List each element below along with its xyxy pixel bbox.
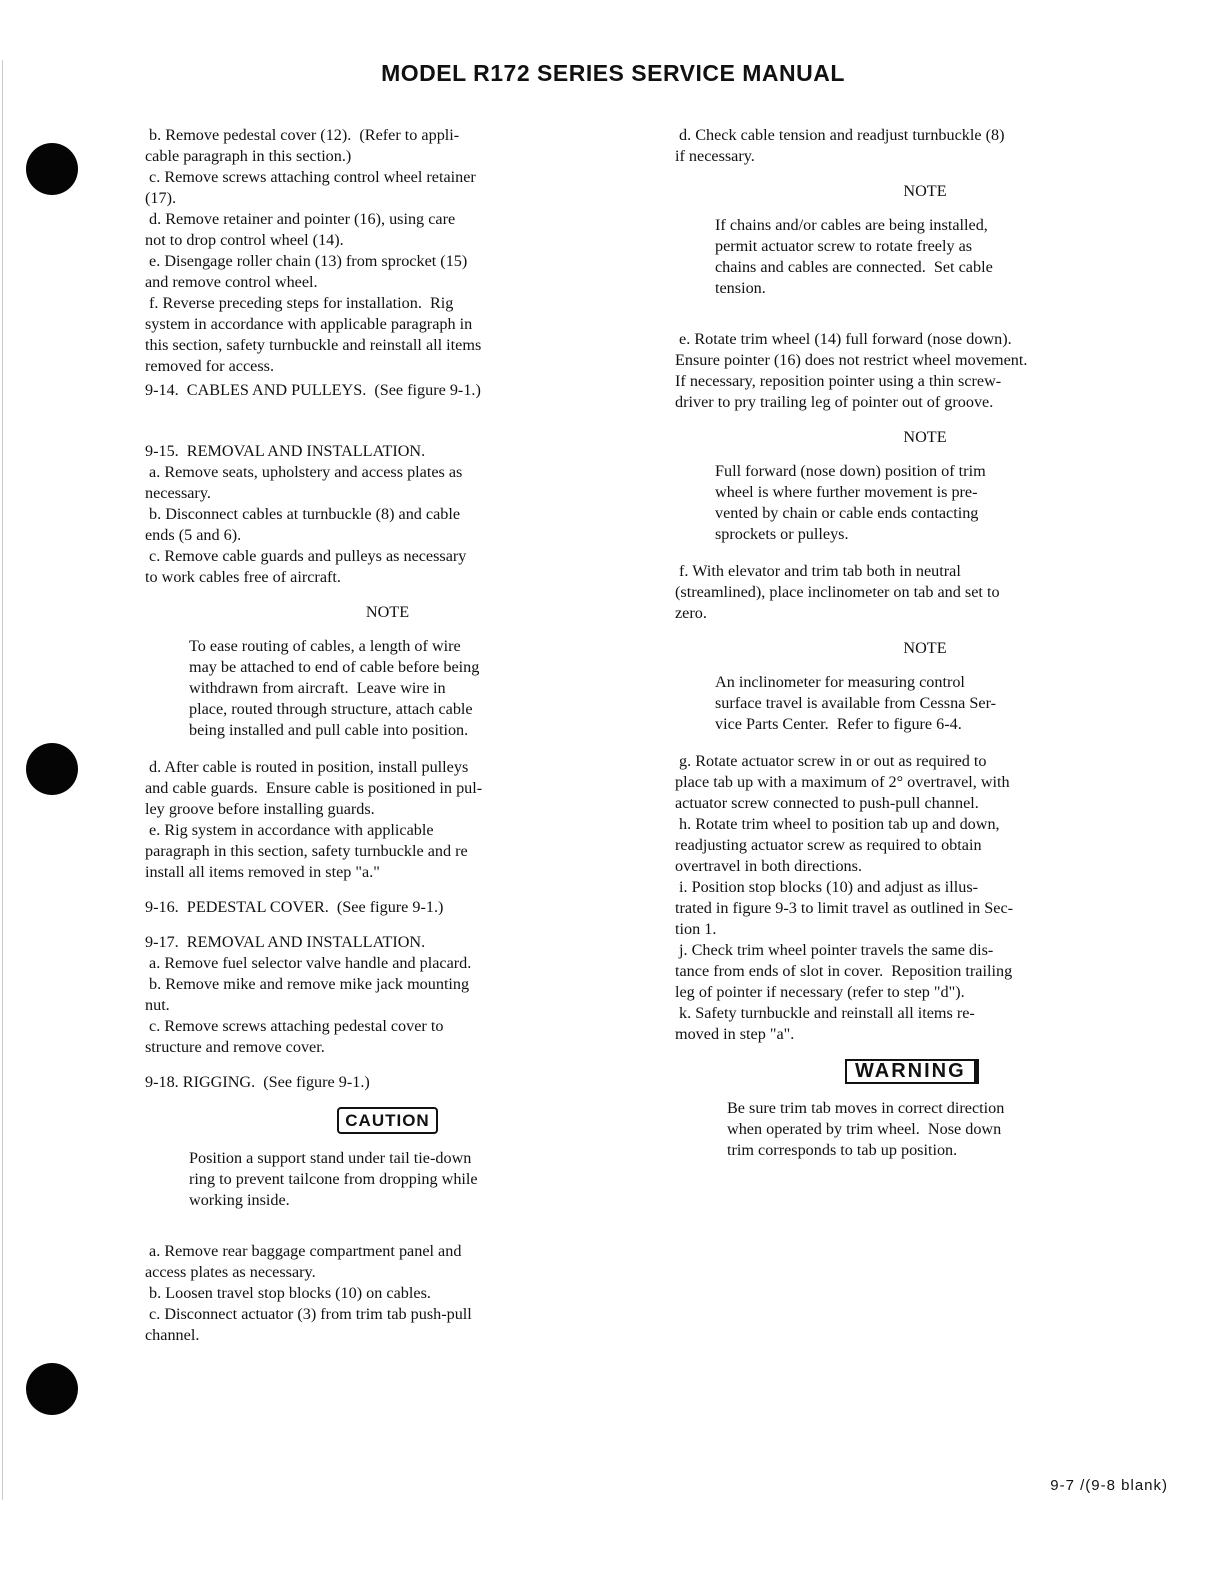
- left-block-4: [145, 932, 630, 1058]
- text-line: driver to pry trailing leg of pointer out of groove.: [675, 393, 994, 411]
- right-block-2: [675, 329, 1175, 413]
- text-line: trated in figure 9-3 to limit travel as outlined in Sec-: [675, 899, 1014, 917]
- text-line: e. Disengage roller chain (13) from sprocket (15): [145, 252, 468, 270]
- text-line: Position a support stand under tail tie-down: [189, 1149, 472, 1167]
- text-line: not to drop control wheel (14).: [145, 231, 344, 249]
- note-heading: NOTE: [365, 603, 410, 621]
- text-line: being installed and pull cable into position.: [189, 721, 469, 739]
- text-line: c. Disconnect actuator (3) from trim tab push-pull: [145, 1305, 472, 1323]
- text-line: overtravel in both directions.: [675, 857, 863, 875]
- text-line: leg of pointer if necessary (refer to step "d").: [675, 983, 965, 1001]
- text-line: install all items removed in step "a.": [145, 863, 380, 881]
- text-line: (17).: [145, 189, 177, 207]
- text-line: working inside.: [189, 1191, 290, 1209]
- text-line: actuator screw connected to push-pull channel.: [675, 794, 979, 812]
- text-line: Be sure trim tab moves in correct direction: [727, 1099, 1005, 1117]
- text-line: ends (5 and 6).: [145, 526, 242, 544]
- caution-body: [145, 1148, 630, 1211]
- caution-label: CAUTION: [337, 1107, 437, 1134]
- text-line: this section, safety turnbuckle and reinstall all items: [145, 336, 482, 354]
- text-line: b. Remove pedestal cover (12). (Refer to appli-: [145, 126, 460, 144]
- text-line: structure and remove cover.: [145, 1038, 325, 1056]
- text-line: To ease routing of cables, a length of wire: [189, 637, 461, 655]
- text-line: a. Remove rear baggage compartment panel and: [145, 1242, 462, 1260]
- text-line: removed for access.: [145, 357, 274, 375]
- text-line: If chains and/or cables are being installed,: [715, 216, 988, 234]
- text-line: d. After cable is routed in position, install pulleys: [145, 758, 469, 776]
- text-line: c. Remove screws attaching pedestal cover to: [145, 1017, 444, 1035]
- text-line: and remove control wheel.: [145, 273, 318, 291]
- left-block-1: [145, 125, 630, 377]
- text-line: (streamlined), place inclinometer on tab and set to: [675, 583, 1000, 601]
- text-line: channel.: [145, 1326, 200, 1344]
- left-column: [145, 125, 630, 1346]
- text-line: e. Rotate trim wheel (14) full forward (nose down).: [675, 330, 1012, 348]
- text-line: zero.: [675, 604, 707, 622]
- text-line: An inclinometer for measuring control: [715, 673, 965, 691]
- text-line: access plates as necessary.: [145, 1263, 316, 1281]
- text-line: j. Check trim wheel pointer travels the same dis-: [675, 941, 994, 959]
- text-line: nut.: [145, 996, 170, 1014]
- text-line: readjusting actuator screw as required to obtain: [675, 836, 982, 854]
- text-line: withdrawn from aircraft. Leave wire in: [189, 679, 446, 697]
- text-line: tension.: [715, 279, 766, 297]
- right-column: [675, 125, 1175, 1177]
- right-block-4: [675, 751, 1175, 1045]
- text-line: d. Remove retainer and pointer (16), using care: [145, 210, 456, 228]
- text-line: b. Remove mike and remove mike jack mounting: [145, 975, 470, 993]
- note-body: [675, 215, 1175, 299]
- warning-label: WARNING: [845, 1059, 979, 1084]
- right-block-3: [675, 561, 1175, 624]
- note-heading: NOTE: [903, 182, 947, 200]
- section-heading-9-14: 9-14. CABLES AND PULLEYS. (See figure 9-1.): [145, 381, 481, 399]
- binder-hole-bottom: [26, 1363, 78, 1415]
- section-heading-9-15: 9-15. REMOVAL AND INSTALLATION.: [145, 442, 426, 460]
- page-margin-line: [2, 60, 3, 1500]
- text-line: surface travel is available from Cessna Ser-: [715, 694, 997, 712]
- text-line: g. Rotate actuator screw in or out as required to: [675, 752, 987, 770]
- left-block-2: [145, 441, 630, 588]
- left-block-5: [145, 1241, 630, 1346]
- text-line: trim corresponds to tab up position.: [727, 1141, 958, 1159]
- warning-body: [675, 1098, 1175, 1161]
- text-line: tion 1.: [675, 920, 717, 938]
- text-line: c. Remove screws attaching control wheel retainer: [145, 168, 476, 186]
- text-line: ley groove before installing guards.: [145, 800, 375, 818]
- text-line: and cable guards. Ensure cable is positioned in pul-: [145, 779, 483, 797]
- text-line: Ensure pointer (16) does not restrict wheel movement.: [675, 351, 1028, 369]
- page-title: MODEL R172 SERIES SERVICE MANUAL: [381, 60, 845, 86]
- note-body: [675, 461, 1175, 545]
- section-heading-9-16: 9-16. PEDESTAL COVER. (See figure 9-1.): [145, 898, 444, 916]
- text-line: moved in step "a".: [675, 1025, 795, 1043]
- warning-box: [675, 1059, 1175, 1084]
- text-line: f. Reverse preceding steps for installation. Rig: [145, 294, 454, 312]
- text-line: vice Parts Center. Refer to figure 6-4.: [715, 715, 962, 733]
- page-number: 9-7 /(9-8 blank): [1050, 1477, 1168, 1494]
- text-line: tance from ends of slot in cover. Reposition trailing: [675, 962, 1013, 980]
- text-line: necessary.: [145, 484, 211, 502]
- binder-hole-middle: [26, 743, 78, 795]
- text-line: vented by chain or cable ends contacting: [715, 504, 979, 522]
- note-heading: NOTE: [903, 428, 947, 446]
- text-line: ring to prevent tailcone from dropping while: [189, 1170, 478, 1188]
- text-line: If necessary, reposition pointer using a thin screw-: [675, 372, 1002, 390]
- text-line: h. Rotate trim wheel to position tab up and down,: [675, 815, 1000, 833]
- caution-box: [145, 1107, 630, 1134]
- section-heading-9-17: 9-17. REMOVAL AND INSTALLATION.: [145, 933, 426, 951]
- section-heading-9-18: 9-18. RIGGING. (See figure 9-1.): [145, 1073, 370, 1091]
- text-line: place tab up with a maximum of 2° overtravel, with: [675, 773, 1010, 791]
- binder-hole-top: [26, 143, 78, 195]
- text-line: may be attached to end of cable before being: [189, 658, 480, 676]
- text-line: a. Remove fuel selector valve handle and placard.: [145, 954, 472, 972]
- text-line: c. Remove cable guards and pulleys as necessary: [145, 547, 467, 565]
- text-line: k. Safety turnbuckle and reinstall all items re-: [675, 1004, 975, 1022]
- text-line: to work cables free of aircraft.: [145, 568, 341, 586]
- text-line: sprockets or pulleys.: [715, 525, 849, 543]
- note-body: [675, 672, 1175, 735]
- left-block-3: [145, 757, 630, 883]
- text-line: permit actuator screw to rotate freely as: [715, 237, 973, 255]
- text-line: i. Position stop blocks (10) and adjust as illus-: [675, 878, 979, 896]
- note-body: [145, 636, 630, 741]
- text-line: if necessary.: [675, 147, 755, 165]
- note-heading: NOTE: [903, 639, 947, 657]
- text-line: chains and cables are connected. Set cable: [715, 258, 993, 276]
- right-block-1: [675, 125, 1175, 167]
- text-line: e. Rig system in accordance with applicable: [145, 821, 434, 839]
- text-line: wheel is where further movement is pre-: [715, 483, 978, 501]
- text-line: when operated by trim wheel. Nose down: [727, 1120, 1002, 1138]
- text-line: paragraph in this section, safety turnbuckle and re: [145, 842, 468, 860]
- text-line: d. Check cable tension and readjust turnbuckle (8): [675, 126, 1005, 144]
- text-line: b. Disconnect cables at turnbuckle (8) and cable: [145, 505, 461, 523]
- text-line: place, routed through structure, attach cable: [189, 700, 473, 718]
- text-line: cable paragraph in this section.): [145, 147, 352, 165]
- text-line: system in accordance with applicable paragraph in: [145, 315, 473, 333]
- text-line: a. Remove seats, upholstery and access plates as: [145, 463, 463, 481]
- text-line: b. Loosen travel stop blocks (10) on cables.: [145, 1284, 431, 1302]
- text-line: f. With elevator and trim tab both in neutral: [675, 562, 961, 580]
- text-line: Full forward (nose down) position of trim: [715, 462, 986, 480]
